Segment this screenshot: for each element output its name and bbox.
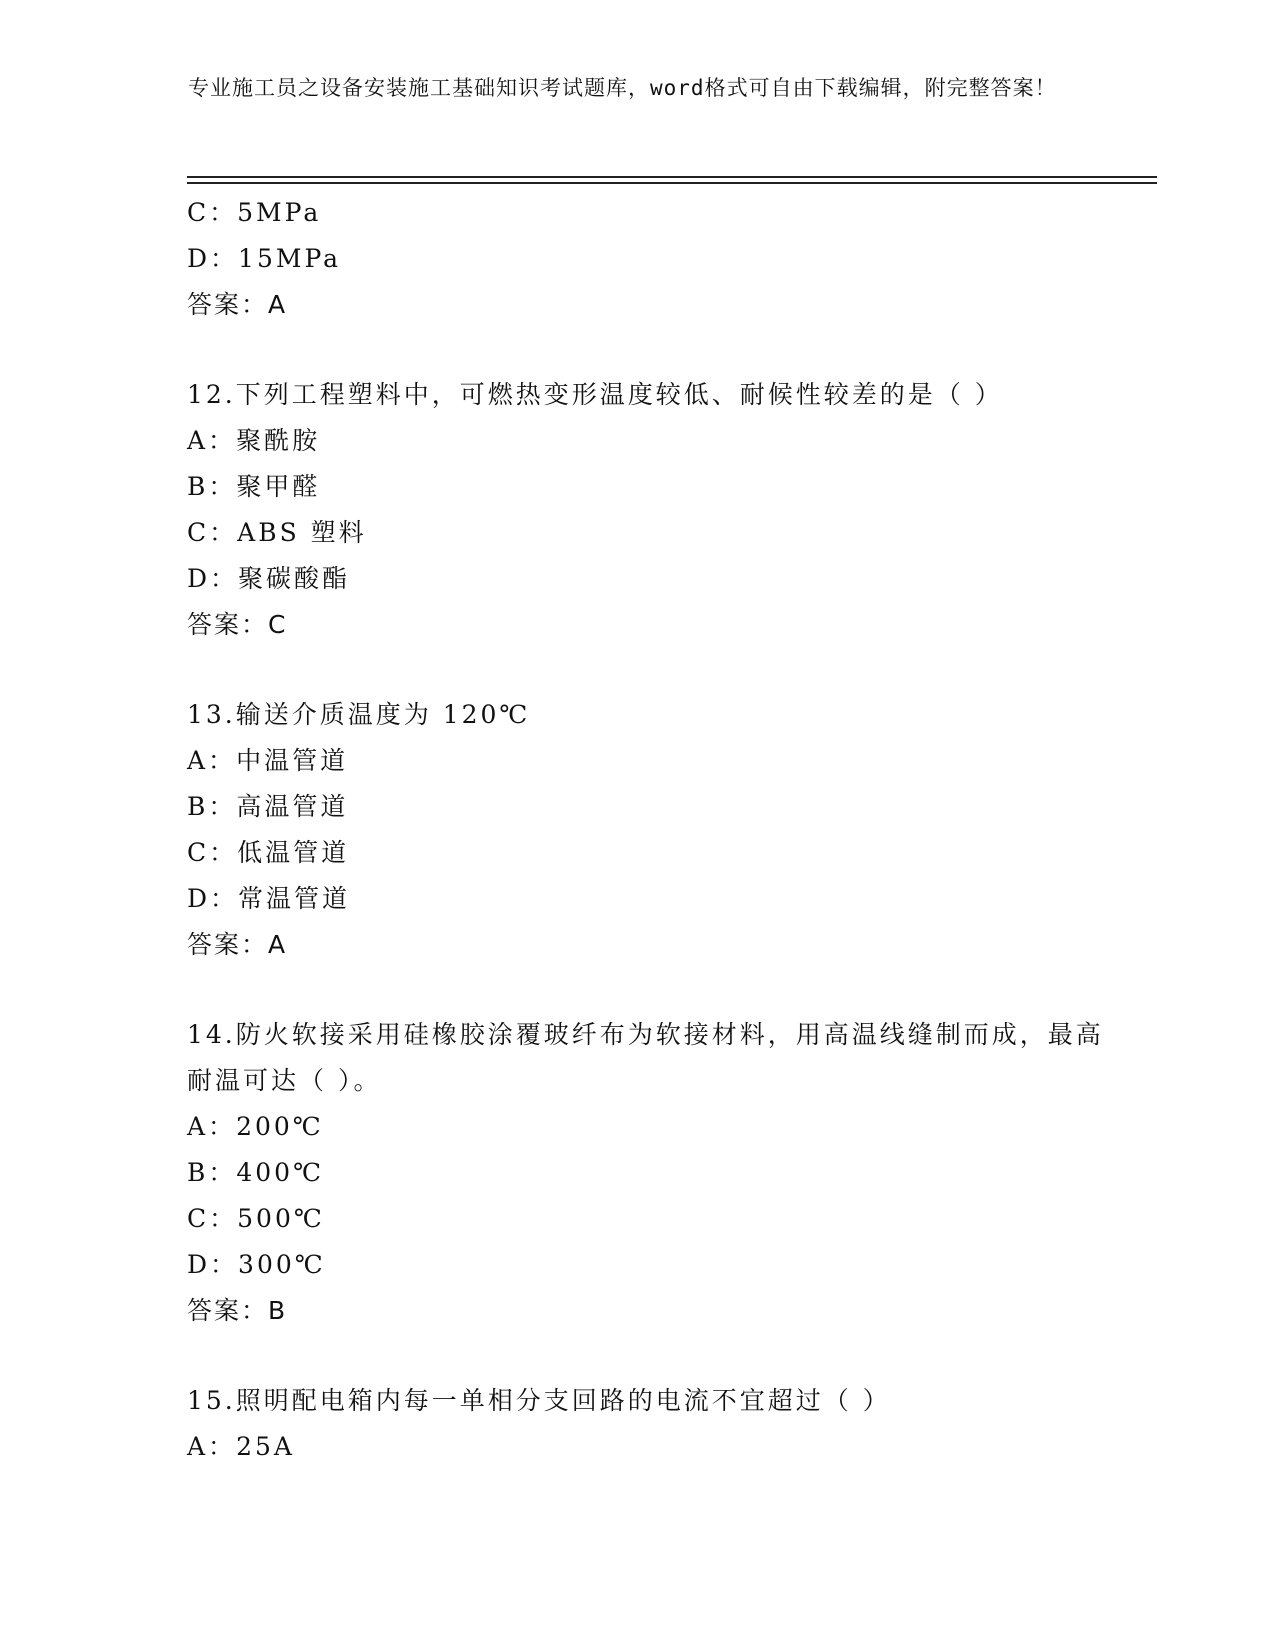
option-row: [187, 1242, 1107, 1288]
option-row: [187, 738, 1107, 784]
answer-value: C: [268, 610, 288, 639]
option-label: B：: [187, 1158, 237, 1187]
option-row: [187, 1196, 1107, 1242]
answer-value: B: [268, 1296, 288, 1325]
question-list: [187, 190, 1107, 1514]
question-number: 12.: [187, 380, 236, 409]
answer-row: [187, 1288, 1107, 1334]
option-text: 15MPa: [238, 244, 342, 273]
option-label: C：: [187, 198, 238, 227]
option-label: D：: [187, 244, 239, 273]
option-row: [187, 190, 1107, 236]
option-row: [187, 1424, 1107, 1470]
option-label: A：: [187, 1112, 237, 1141]
option-row: [187, 464, 1107, 510]
option-text: 200℃: [236, 1112, 324, 1141]
option-row: [187, 418, 1107, 464]
option-text: 5MPa: [237, 198, 322, 227]
answer-row: [187, 602, 1107, 648]
answer-label: 答案：: [187, 1296, 269, 1325]
option-text: 25A: [236, 1432, 295, 1461]
question-body: 下列工程塑料中，可燃热变形温度较低、耐候性较差的是（ ）: [235, 380, 1003, 409]
option-row: [187, 556, 1107, 602]
document-title: 专业施工员之设备安装施工基础知识考试题库，word格式可自由下载编辑，附完整答案！: [188, 76, 1057, 100]
answer-label: 答案：: [187, 290, 269, 319]
option-label: C：: [187, 1204, 238, 1233]
option-text: 高温管道: [236, 792, 349, 821]
option-row: [187, 784, 1107, 830]
header-rule-top: [187, 176, 1157, 178]
option-label: D：: [187, 1250, 239, 1279]
option-text: 聚碳酸酯: [238, 564, 351, 593]
option-text: 400℃: [236, 1158, 325, 1187]
question-text: [187, 1378, 1107, 1424]
option-label: C：: [187, 838, 238, 867]
answer-row: [187, 922, 1107, 968]
question-continuation: [187, 190, 1107, 328]
document-header: [188, 72, 1088, 104]
question-text: [187, 692, 1107, 738]
option-label: A：: [187, 746, 237, 775]
answer-value: A: [268, 930, 288, 959]
option-row: [187, 510, 1107, 556]
option-label: C：: [187, 518, 238, 547]
question-number: 15.: [187, 1386, 236, 1415]
option-label: A：: [187, 426, 237, 455]
question-body: 输送介质温度为 120℃: [235, 700, 531, 729]
option-row: [187, 1150, 1107, 1196]
question-text: [187, 372, 1107, 418]
answer-label: 答案：: [187, 930, 269, 959]
option-label: B：: [187, 792, 237, 821]
header-rule-bottom: [187, 182, 1157, 184]
option-row: [187, 236, 1107, 282]
option-text: 中温管道: [236, 746, 349, 775]
option-text: ABS 塑料: [237, 518, 367, 547]
option-label: A：: [187, 1432, 237, 1461]
question-12: [187, 372, 1107, 648]
question-13: [187, 692, 1107, 968]
option-row: [187, 830, 1107, 876]
answer-row: [187, 282, 1107, 328]
answer-value: A: [268, 290, 288, 319]
option-row: [187, 1104, 1107, 1150]
question-text: [187, 1012, 1107, 1104]
question-15: [187, 1378, 1107, 1470]
question-body: 照明配电箱内每一单相分支回路的电流不宜超过（ ）: [235, 1386, 891, 1415]
option-text: 500℃: [237, 1204, 325, 1233]
option-text: 300℃: [238, 1250, 326, 1279]
question-body: 防火软接采用硅橡胶涂覆玻纤布为软接材料，用高温线缝制而成，最高耐温可达（ ）。: [187, 1020, 1104, 1095]
answer-label: 答案：: [187, 610, 269, 639]
option-text: 聚甲醛: [236, 472, 321, 501]
question-number: 13.: [187, 700, 236, 729]
option-label: D：: [187, 564, 239, 593]
question-14: [187, 1012, 1107, 1334]
question-number: 14.: [187, 1020, 236, 1049]
option-label: D：: [187, 884, 239, 913]
option-text: 常温管道: [238, 884, 351, 913]
option-row: [187, 876, 1107, 922]
option-text: 低温管道: [237, 838, 350, 867]
option-text: 聚酰胺: [236, 426, 321, 455]
option-label: B：: [187, 472, 237, 501]
